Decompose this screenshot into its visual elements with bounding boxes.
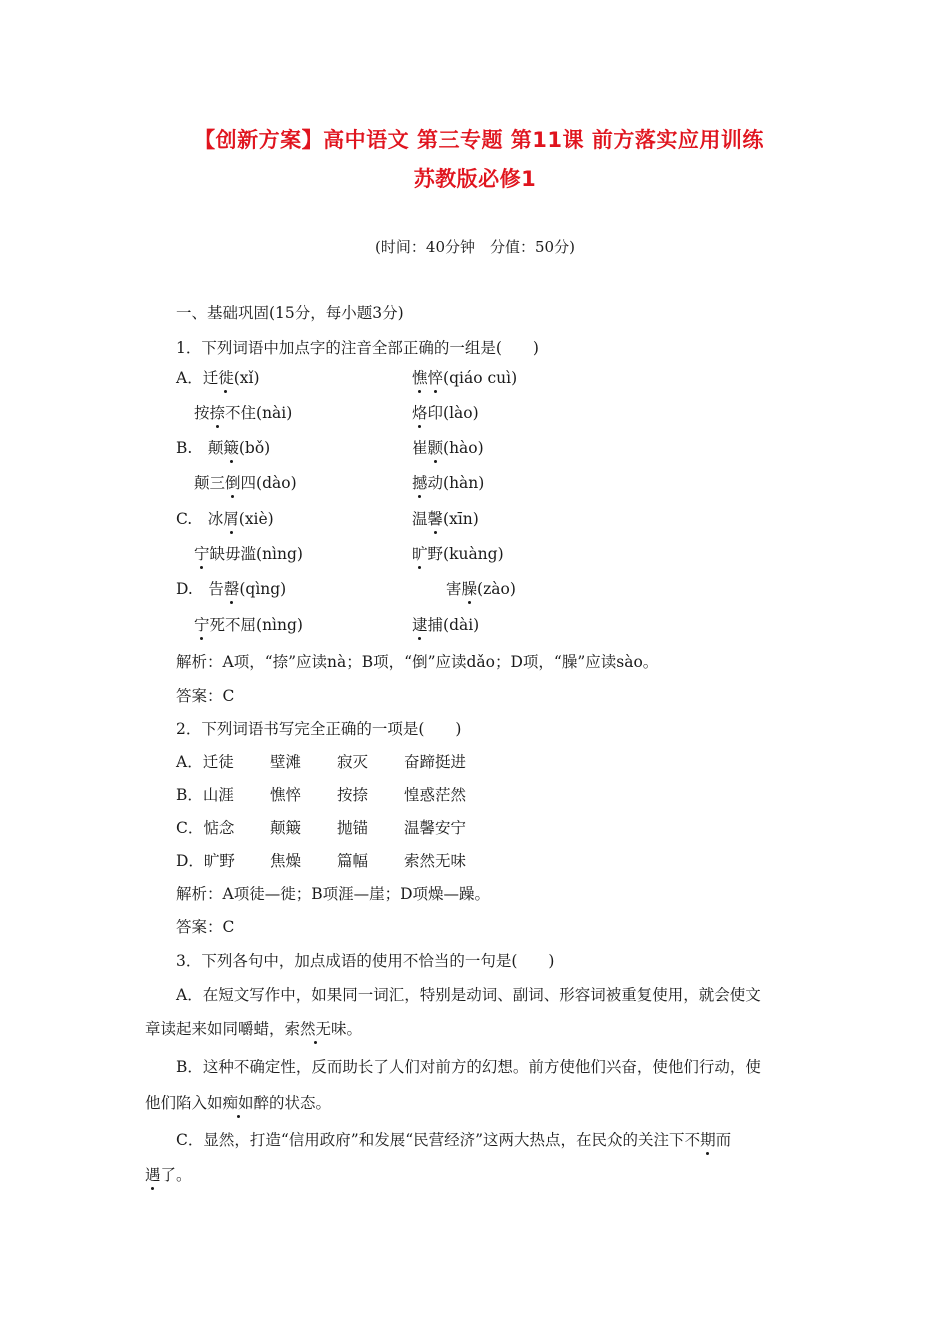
q1-b-word4-rest: 动(hàn) <box>427 474 485 492</box>
q3-a-end: 。 <box>346 1020 363 1038</box>
q1-b-word2-pinyin: (hào) <box>443 439 484 457</box>
q1-d-word3-rest: 死不屈(nìng) <box>209 616 303 634</box>
q2-row-d-c1: D．旷野 <box>176 852 235 870</box>
q2-row-d-c4: 索然无味 <box>404 852 467 870</box>
q3-b-idiom-text: 如痴如醉 <box>207 1094 270 1112</box>
q1-option-a-row1 <box>176 368 260 388</box>
q1-a-word2-dotted-2: 悴 <box>427 369 444 387</box>
q1-answer: 答案：C <box>176 687 235 705</box>
q1-a-word1-pinyin: (xǐ) <box>233 369 260 387</box>
q3-c-end: 了。 <box>160 1166 192 1184</box>
q2-row-a-c1: A．迁徒 <box>176 753 234 771</box>
q1-a-word2-dotted-1: 憔 <box>412 369 428 387</box>
q1-a-word4-dotted: 烙 <box>412 404 428 422</box>
q2-row-a-c3: 寂灭 <box>337 753 369 771</box>
q1-c-word4-dotted: 旷 <box>412 545 428 563</box>
q1-analysis: 解析：A项，“捺”应读nà；B项，“倒”应读dǎo；D项，“臊”应读sào。 <box>176 653 659 671</box>
q1-option-d-row1 <box>176 579 286 599</box>
q1-b-word1: 颠 <box>207 439 224 457</box>
q1-option-b-row1-col2 <box>412 438 484 458</box>
q1-c-word2-dotted: 馨 <box>427 510 444 528</box>
q1-d-word1: 告 <box>208 580 224 598</box>
q1-a-word2-pinyin: (qiáo cuì) <box>443 369 518 387</box>
q1-a-word1: 迁 <box>202 369 219 387</box>
q2-row-a-c4: 奋蹄挺进 <box>404 753 467 771</box>
q1-c-label: C. <box>176 510 193 528</box>
q1-d-word2-dotted: 臊 <box>461 580 478 598</box>
q2-answer: 答案：C <box>176 918 235 936</box>
q3-c-text: C．显然，打造“信用政府”和发展“民营经济”这两大热点，在民众的关注下 <box>176 1131 685 1149</box>
document-title-line-1: 【创新方案】高中语文 第三专题 第11课 前方落实应用训练 <box>194 128 764 152</box>
question-2-stem: 2．下列词语书写完全正确的一项是( ) <box>176 720 462 738</box>
q1-b-label: B. <box>176 439 193 457</box>
section-heading: 一、基础巩固(15分，每小题3分) <box>176 304 404 322</box>
q1-option-b-row2 <box>194 473 297 493</box>
q2-row-c-c4: 温馨安宁 <box>404 819 467 837</box>
q1-c-word1-dotted: 屑 <box>223 510 239 528</box>
q1-c-word1-pinyin: (xiè) <box>238 510 274 528</box>
q1-a-word3-rest: 不住(nài) <box>225 404 293 422</box>
q1-a-label: A． <box>176 369 203 387</box>
q1-option-c-row1 <box>176 509 274 529</box>
q1-option-b-row1 <box>176 438 270 458</box>
q1-option-a-row1-col2 <box>412 368 517 388</box>
question-3-stem: 3．下列各句中，加点成语的使用不恰当的一句是( ) <box>176 952 555 970</box>
q2-row-b-c3: 按捺 <box>337 786 369 804</box>
q2-row-d-c3: 篇幅 <box>337 852 369 870</box>
q1-c-word4-rest: 野(kuàng) <box>427 545 504 563</box>
q1-d-word2-pinyin: (zào) <box>477 580 516 598</box>
q1-c-word2: 温 <box>412 510 428 528</box>
q1-b-word3-dotted: 倒 <box>225 474 241 492</box>
q1-option-c-row1-col2 <box>412 509 479 529</box>
q1-d-word4-dotted: 逮 <box>412 616 428 634</box>
q3-a-idiom <box>285 1019 347 1039</box>
q1-option-b-row2-col2 <box>412 473 484 493</box>
q3-a-text: 章读起来如同嚼蜡， <box>145 1020 285 1038</box>
q1-b-word4-dotted: 撼 <box>412 474 428 492</box>
q3-b-end: 的状态。 <box>269 1094 332 1112</box>
time-and-score-info: (时间：40分钟 分值：50分) <box>375 238 575 256</box>
q2-row-c-c2: 颠簸 <box>270 819 302 837</box>
q2-row-c-c3: 抛锚 <box>337 819 369 837</box>
q1-b-word1-dotted: 簸 <box>223 439 239 457</box>
q1-b-word3-rest: 四(dào) <box>240 474 297 492</box>
q1-option-d-row2-col2 <box>412 615 479 635</box>
q1-option-d-row1-col2 <box>446 579 516 599</box>
q3-a-idiom-text: 索然无味 <box>284 1020 347 1038</box>
q1-option-a-row2-col2 <box>412 403 479 423</box>
q2-row-b-c1: B．山涯 <box>176 786 234 804</box>
q1-b-word2-dotted: 颢 <box>427 439 444 457</box>
document-title-line-2: 苏教版必修1 <box>413 167 537 191</box>
q1-option-a-row2 <box>194 403 292 423</box>
q3-option-a-line2 <box>145 1019 362 1039</box>
q3-b-idiom <box>207 1093 269 1113</box>
q1-b-word1-pinyin: (bǒ) <box>238 439 271 457</box>
q1-a-word1-dotted: 徙 <box>218 369 234 387</box>
q1-b-word2: 崔 <box>412 439 428 457</box>
q3-option-b-line2 <box>145 1093 331 1113</box>
q1-option-d-row2 <box>194 615 303 635</box>
q1-a-word4-rest: 印(lào) <box>427 404 479 422</box>
q3-c-idiom-text-1: 不期而 <box>684 1131 732 1149</box>
q3-option-a-line1: A．在短文写作中，如果同一词汇，特别是动词、副词、形容词被重复使用，就会使文 <box>176 986 761 1004</box>
q2-row-d-c2: 焦燥 <box>270 852 302 870</box>
q3-c-idiom-part2: 遇 <box>145 1166 161 1184</box>
q1-option-c-row2-col2 <box>412 544 504 564</box>
question-1-stem: 1．下列词语中加点字的注音全部正确的一组是( ) <box>176 339 539 357</box>
q3-c-idiom-part1 <box>685 1130 732 1150</box>
q2-row-b-c2: 憔悴 <box>270 786 302 804</box>
q1-d-word1-dotted: 罄 <box>223 580 240 598</box>
q3-option-c-line2 <box>145 1165 192 1185</box>
q1-b-word3: 颠三 <box>194 474 226 492</box>
q1-c-word3-rest: 缺毋滥(nìng) <box>209 545 303 563</box>
q1-d-word1-pinyin: (qìng) <box>239 580 287 598</box>
q2-row-c-c1: C．惦念 <box>176 819 235 837</box>
q3-option-c-line1 <box>176 1130 731 1150</box>
q1-c-word3-dotted: 宁 <box>194 545 210 563</box>
q1-d-word4-rest: 捕(dài) <box>427 616 480 634</box>
q1-d-word3-dotted: 宁 <box>194 616 210 634</box>
q2-row-b-c4: 惶惑茫然 <box>404 786 467 804</box>
q1-option-c-row2 <box>194 544 303 564</box>
q1-d-word2: 害 <box>446 580 462 598</box>
q1-c-word1: 冰 <box>207 510 224 528</box>
q1-c-word2-pinyin: (xīn) <box>443 510 479 528</box>
q2-analysis: 解析：A项徒—徙；B项涯—崖；D项燥—躁。 <box>176 885 491 903</box>
q1-a-word3-dotted: 捺 <box>209 404 226 422</box>
q1-d-label: D. <box>176 580 193 598</box>
q2-row-a-c2: 壁滩 <box>270 753 302 771</box>
q1-a-word3: 按 <box>194 404 210 422</box>
q3-b-text: 他们陷入 <box>145 1094 208 1112</box>
q3-option-b-line1: B．这种不确定性，反而助长了人们对前方的幻想。前方使他们兴奋，使他们行动，使 <box>176 1058 761 1076</box>
